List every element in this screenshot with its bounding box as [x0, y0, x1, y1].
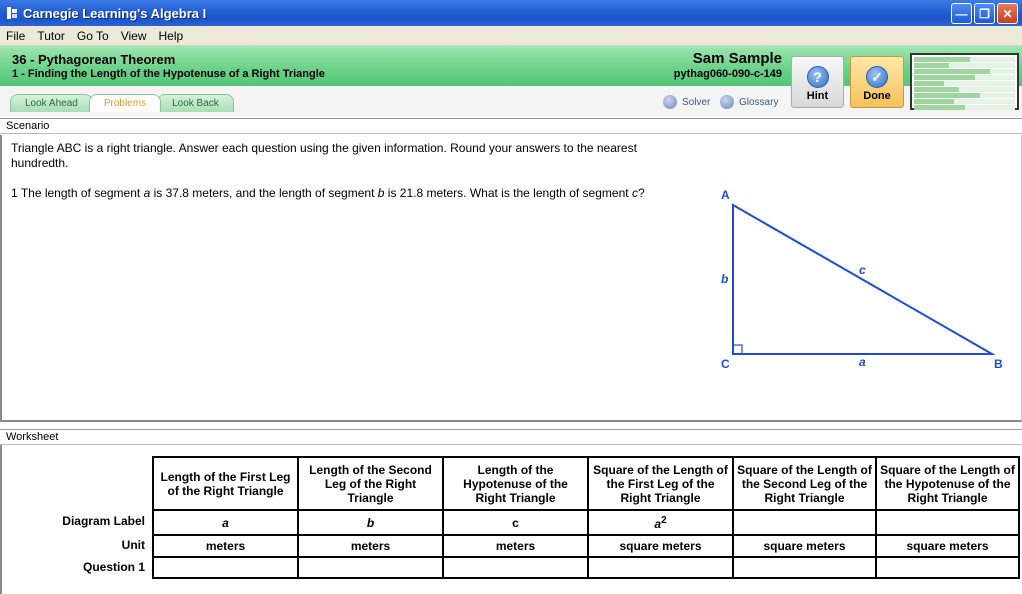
scenario-panel — [0, 135, 1022, 422]
diagram-label-a: a — [222, 515, 229, 530]
solver-label: Solver — [682, 96, 711, 108]
question-1-row — [153, 557, 1019, 578]
diagram-label-cell[interactable] — [153, 510, 298, 535]
skill-bar-fill — [914, 75, 975, 80]
vertex-b-label: B — [994, 357, 1003, 371]
diagram-label-b: b — [366, 515, 375, 530]
close-button[interactable] — [997, 3, 1018, 24]
problem-id: pythag060-090-c-149 — [673, 68, 782, 80]
done-label: Done — [863, 90, 891, 102]
window-title: Carnegie Learning's Algebra I — [23, 5, 207, 21]
menu-view[interactable]: View — [120, 28, 147, 43]
question-var-a: a — [143, 186, 151, 200]
question-part3: is 21.8 meters. What is the length of segment — [387, 186, 629, 200]
glossary-icon — [720, 95, 734, 109]
question-part1: The length of segment — [20, 186, 141, 200]
answer-cell[interactable] — [298, 557, 443, 578]
diagram-label-cell[interactable] — [298, 510, 443, 535]
glossary-link[interactable] — [720, 94, 778, 110]
skill-bar-fill — [914, 63, 949, 68]
checkmark-icon: ✓ — [866, 66, 888, 88]
diagram-label-cell[interactable] — [733, 510, 876, 535]
diagram-label-cell[interactable] — [443, 510, 588, 535]
question-part4: ? — [637, 186, 645, 200]
question-text — [11, 186, 651, 201]
skill-bar-fill — [914, 81, 944, 86]
column-header: Square of the Length of the First Leg of the Right Triangle — [588, 457, 733, 510]
skill-bar — [914, 75, 1015, 80]
tab-bar — [10, 94, 230, 112]
answer-cell[interactable] — [153, 557, 298, 578]
exponent: 2 — [661, 514, 667, 526]
skill-bar-fill — [914, 93, 980, 98]
skill-bar — [914, 105, 1015, 110]
skill-bar — [914, 87, 1015, 92]
unit-cell[interactable]: square meters — [876, 535, 1019, 557]
answer-cell[interactable] — [588, 557, 733, 578]
diagram-label-row — [153, 510, 1019, 535]
worksheet-panel — [0, 445, 1022, 594]
scenario-label: Scenario — [0, 118, 1022, 134]
scenario-intro: Triangle ABC is a right triangle. Answer each question using the given information. Round your answers to the nearest hundredth. — [11, 141, 637, 170]
done-button[interactable] — [850, 56, 904, 108]
question-var-b: b — [377, 186, 385, 200]
column-header: Length of the Hypotenuse of the Right Triangle — [443, 457, 588, 510]
vertex-a-label: A — [721, 188, 730, 202]
tab-look-ahead[interactable]: Look Ahead — [10, 94, 93, 112]
close-icon: ✕ — [1002, 6, 1013, 21]
menu-goto[interactable]: Go To — [76, 28, 109, 43]
answer-cell[interactable] — [876, 557, 1019, 578]
unit-row — [153, 535, 1019, 557]
skill-bar-fill — [914, 105, 965, 110]
restore-button[interactable] — [974, 3, 995, 24]
skill-bar — [914, 57, 1015, 62]
vertex-c-label: C — [721, 357, 730, 371]
unit-title: 36 - Pythagorean Theorem — [12, 52, 176, 67]
menu-help[interactable]: Help — [158, 28, 184, 43]
row-label-diagram: Diagram Label — [62, 514, 145, 528]
student-name: Sam Sample — [692, 50, 782, 67]
menu-file[interactable]: File — [6, 28, 26, 43]
side-c-label: c — [859, 263, 866, 277]
solver-link[interactable] — [663, 94, 710, 110]
diagram-label-cell[interactable] — [588, 510, 733, 535]
skill-bar — [914, 93, 1015, 98]
side-a-label: a — [859, 355, 866, 369]
row-label-question: Question 1 — [82, 560, 145, 574]
triangle-diagram — [702, 185, 1022, 375]
skill-bar — [914, 99, 1015, 104]
answer-cell[interactable] — [733, 557, 876, 578]
question-number: 1 — [11, 186, 18, 200]
question-mark-icon: ? — [807, 66, 829, 88]
worksheet-table — [152, 456, 1020, 579]
side-b-label: b — [721, 272, 729, 286]
unit-cell[interactable]: meters — [298, 535, 443, 557]
hint-label: Hint — [806, 90, 829, 102]
column-header: Length of the First Leg of the Right Triangle — [153, 457, 298, 510]
skill-bar-fill — [914, 99, 954, 104]
menu-tutor[interactable]: Tutor — [37, 28, 65, 43]
skill-bar-fill — [914, 57, 970, 62]
unit-cell[interactable]: meters — [443, 535, 588, 557]
skill-bar-fill — [914, 69, 990, 74]
unit-cell[interactable]: meters — [153, 535, 298, 557]
column-header: Square of the Length of the Hypotenuse of the Right Triangle — [876, 457, 1019, 510]
skill-bar-fill — [914, 87, 959, 92]
right-angle-marker — [733, 345, 742, 354]
column-header: Square of the Length of the Second Leg of the Right Triangle — [733, 457, 876, 510]
glossary-label: Glossary — [739, 96, 779, 108]
row-label-unit: Unit — [121, 538, 145, 552]
triangle-shape — [733, 205, 992, 354]
section-title: 1 - Finding the Length of the Hypotenuse of a Right Triangle — [12, 68, 325, 80]
hint-button[interactable] — [791, 56, 844, 108]
title-bar — [0, 0, 1022, 26]
unit-cell[interactable]: square meters — [733, 535, 876, 557]
skill-bar — [914, 81, 1015, 86]
solver-icon — [663, 95, 677, 109]
skill-bar — [914, 69, 1015, 74]
tab-problems[interactable]: Problems — [89, 94, 161, 112]
menu-bar — [0, 26, 1022, 46]
minimize-icon: — — [955, 6, 968, 21]
skillometer[interactable] — [910, 53, 1019, 110]
unit-cell[interactable]: square meters — [588, 535, 733, 557]
question-var-c: c — [631, 186, 638, 200]
worksheet-label: Worksheet — [0, 429, 1022, 445]
restore-icon: ❐ — [979, 6, 990, 21]
diagram-label-c: c — [512, 515, 519, 530]
column-header: Length of the Second Leg of the Right Triangle — [298, 457, 443, 510]
answer-cell[interactable] — [443, 557, 588, 578]
header-row — [153, 457, 1019, 510]
question-part2: is 37.8 meters, and the length of segment — [153, 186, 375, 200]
diagram-label-a-squared: a — [654, 516, 662, 531]
tab-look-back[interactable]: Look Back — [157, 94, 234, 112]
app-icon — [5, 6, 19, 20]
skill-bar — [914, 63, 1015, 68]
diagram-label-cell[interactable] — [876, 510, 1019, 535]
minimize-button[interactable] — [951, 3, 972, 24]
